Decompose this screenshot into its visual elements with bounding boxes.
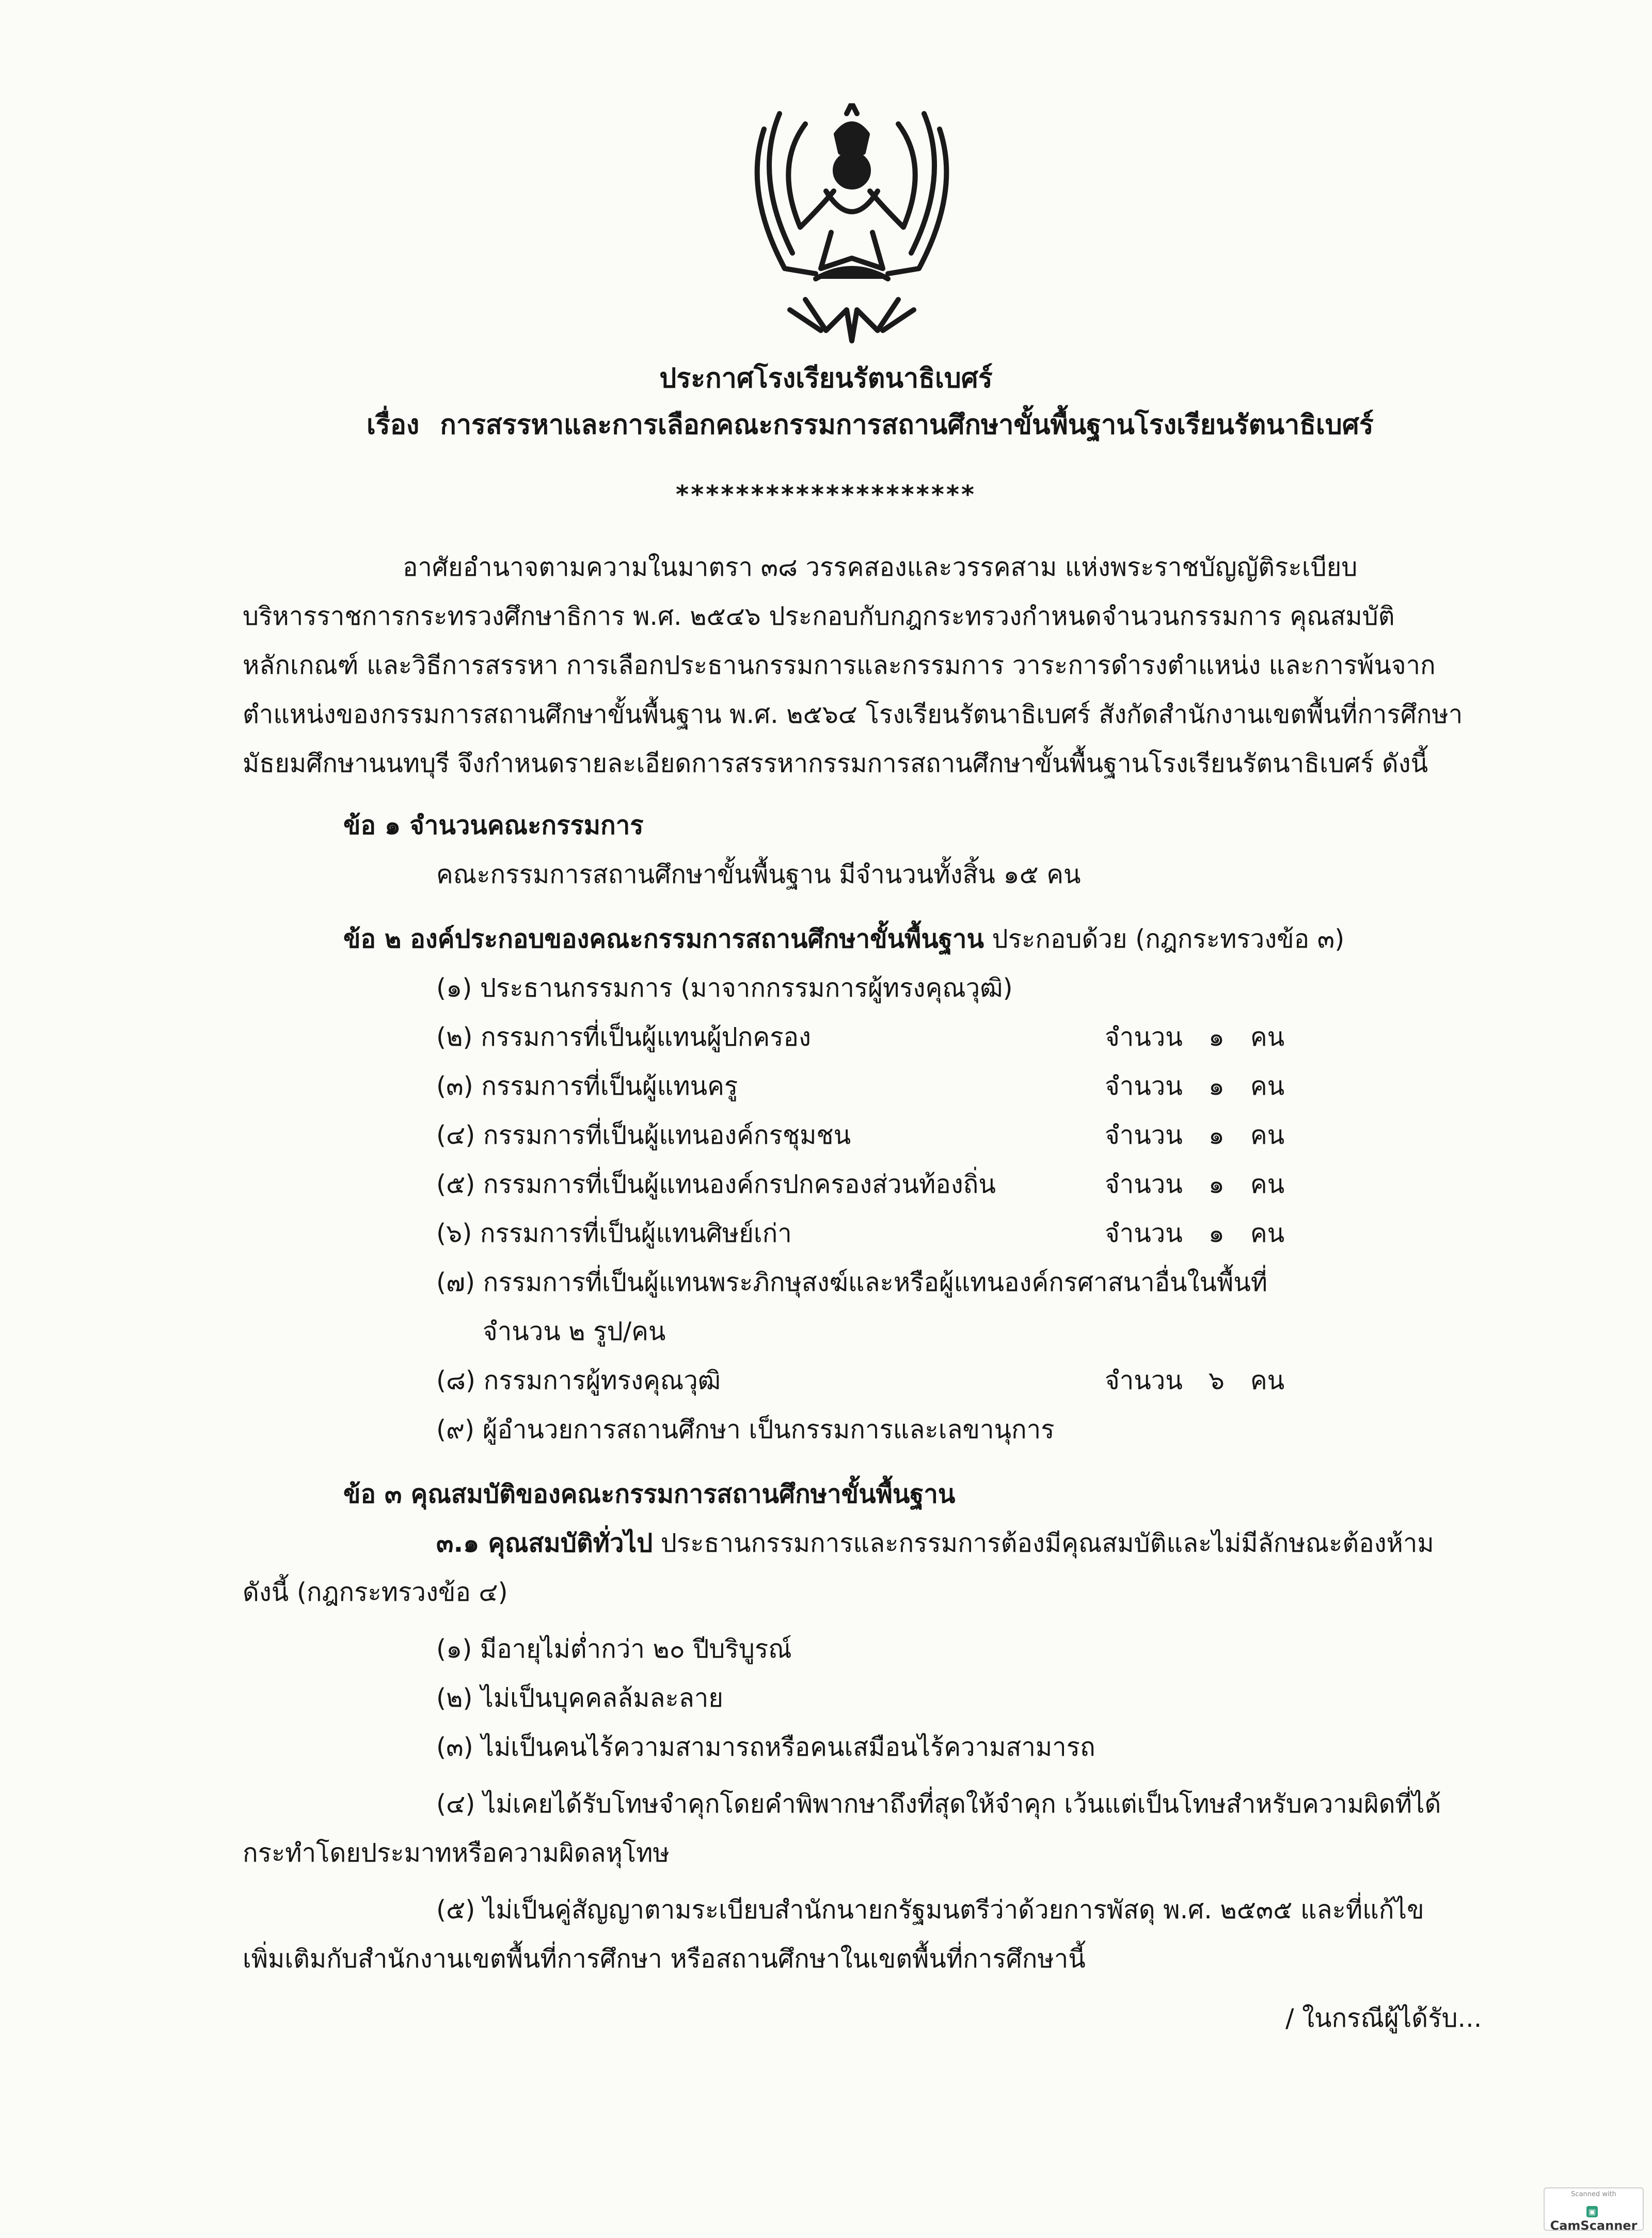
amount-unit: คน xyxy=(1250,1219,1285,1248)
amount-label: จำนวน xyxy=(1105,1071,1183,1101)
amount-number: ๑ xyxy=(1208,1121,1225,1150)
composition-item: (๔) กรรมการที่เป็นผู้แทนองค์กรชุมชน xyxy=(436,1121,851,1150)
amount-unit: คน xyxy=(1250,1366,1285,1395)
amount-number: ๑ xyxy=(1208,1170,1225,1199)
watermark-brand: CamScanner xyxy=(1550,2218,1638,2233)
composition-amount xyxy=(1105,1022,1284,1053)
intro-line: อาศัยอำนาจตามความในมาตรา ๓๘ วรรคสองและวรรคสาม แห่งพระราชบัญญัติระเบียบ xyxy=(403,553,1358,582)
announcement-subject xyxy=(367,403,1374,446)
composition-amount xyxy=(1105,1071,1284,1102)
amount-unit: คน xyxy=(1250,1121,1285,1150)
qualification-item: (๒) ไม่เป็นบุคคลล้มละลาย xyxy=(436,1683,724,1713)
clause-2-suffix: ประกอบด้วย (กฎกระทรวงข้อ ๓) xyxy=(992,924,1345,954)
qualification-item-cont: เพิ่มเติมกับสำนักงานเขตพื้นที่การศึกษา หรือสถานศึกษาในเขตพื้นที่การศึกษานี้ xyxy=(243,1944,1086,1974)
amount-label: จำนวน xyxy=(1105,1121,1183,1150)
amount-unit: คน xyxy=(1250,1022,1285,1052)
qualification-item: (๑) มีอายุไม่ต่ำกว่า ๒๐ ปีบริบูรณ์ xyxy=(436,1634,792,1664)
clause-2-title: ข้อ ๒ องค์ประกอบของคณะกรรมการสถานศึกษาขั้นพื้นฐาน xyxy=(343,924,984,954)
clause-1-heading: ข้อ ๑ จำนวนคณะกรรมการ xyxy=(343,811,644,840)
composition-amount xyxy=(1105,1366,1284,1396)
composition-item: (๖) กรรมการที่เป็นผู้แทนศิษย์เก่า xyxy=(436,1219,792,1248)
clause-1-text: คณะกรรมการสถานศึกษาขั้นพื้นฐาน มีจำนวนทั้งสิ้น ๑๕ คน xyxy=(436,860,1081,889)
intro-line: มัธยมศึกษานนทบุรี จึงกำหนดรายละเอียดการสรรหากรรมการสถานศึกษาขั้นพื้นฐานโรงเรียนรัตนาธิเบศร์ ดังนี้ xyxy=(243,749,1428,778)
amount-number: ๑ xyxy=(1208,1071,1225,1101)
qualification-item: (๓) ไม่เป็นคนไร้ความสามารถหรือคนเสมือนไร้ความสามารถ xyxy=(436,1732,1095,1762)
amount-unit: คน xyxy=(1250,1071,1285,1101)
composition-item: (๕) กรรมการที่เป็นผู้แทนองค์กรปกครองส่วนท้องถิ่น xyxy=(436,1170,996,1199)
qualification-item: (๕) ไม่เป็นคู่สัญญาตามระเบียบสำนักนายกรัฐมนตรีว่าด้วยการพัสดุ พ.ศ. ๒๕๓๕ และที่แก้ไข xyxy=(436,1895,1424,1925)
separator: ******************** xyxy=(675,480,977,509)
composition-item: (๙) ผู้อำนวยการสถานศึกษา เป็นกรรมการและเลขานุการ xyxy=(436,1415,1055,1444)
intro-line: หลักเกณฑ์ และวิธีการสรรหา การเลือกประธานกรรมการและกรรมการ วาระการดำรงตำแหน่ง และการพ้นจาก xyxy=(243,651,1436,680)
amount-label: จำนวน xyxy=(1105,1366,1183,1395)
composition-item-cont: จำนวน ๒ รูป/คน xyxy=(483,1317,666,1346)
announcement-title: ประกาศโรงเรียนรัตนาธิเบศร์ xyxy=(659,363,993,394)
composition-amount xyxy=(1105,1170,1284,1200)
clause-3-1-cont: ดังนี้ (กฎกระทรวงข้อ ๔) xyxy=(243,1578,508,1607)
composition-item: (๒) กรรมการที่เป็นผู้แทนผู้ปกครอง xyxy=(436,1022,811,1052)
amount-number: ๖ xyxy=(1208,1366,1225,1395)
clause-3-1-text: ประธานกรรมการและกรรมการต้องมีคุณสมบัติและไม่มีลักษณะต้องห้าม xyxy=(660,1528,1434,1558)
qualification-item: (๔) ไม่เคยได้รับโทษจำคุกโดยคำพิพากษาถึงที่สุดให้จำคุก เว้นแต่เป็นโทษสำหรับความผิดที่ได้ xyxy=(436,1789,1441,1819)
composition-item: (๓) กรรมการที่เป็นผู้แทนครู xyxy=(436,1071,738,1101)
composition-amount xyxy=(1105,1219,1284,1249)
composition-amount xyxy=(1105,1121,1284,1151)
composition-item: (๑) ประธานกรรมการ (มาจากกรรมการผู้ทรงคุณวุฒิ) xyxy=(436,973,1013,1003)
composition-item: (๘) กรรมการผู้ทรงคุณวุฒิ xyxy=(436,1366,721,1395)
composition-item: (๗) กรรมการที่เป็นผู้แทนพระภิกษุสงฆ์และหรือผู้แทนองค์กรศาสนาอื่นในพื้นที่ xyxy=(436,1268,1268,1297)
amount-label: จำนวน xyxy=(1105,1170,1183,1199)
clause-3-1 xyxy=(436,1528,1434,1559)
amount-number: ๑ xyxy=(1208,1022,1225,1052)
clause-3-1-heading: ๓.๑ คุณสมบัติทั่วไป xyxy=(436,1528,653,1558)
garuda-emblem-icon xyxy=(743,103,960,346)
amount-number: ๑ xyxy=(1208,1219,1225,1248)
watermark-line2 xyxy=(1545,2204,1643,2233)
continuation-text: / ในกรณีผู้ได้รับ... xyxy=(1285,2004,1482,2033)
qualification-item-cont: กระทำโดยประมาทหรือความผิดลหุโทษ xyxy=(243,1838,670,1868)
subject-text: การสรรหาและการเลือกคณะกรรมการสถานศึกษาขั้นพื้นฐานโรงเรียนรัตนาธิเบศร์ xyxy=(440,409,1374,440)
subject-label: เรื่อง xyxy=(367,409,420,440)
camscanner-watermark xyxy=(1544,2187,1644,2231)
amount-label: จำนวน xyxy=(1105,1219,1183,1248)
watermark-line1: Scanned with xyxy=(1571,2190,1616,2198)
camscanner-logo-icon: ▣ xyxy=(1586,2206,1598,2217)
amount-unit: คน xyxy=(1250,1170,1285,1199)
clause-2-heading xyxy=(343,924,1344,955)
amount-label: จำนวน xyxy=(1105,1022,1183,1052)
intro-line: ตำแหน่งของกรรมการสถานศึกษาขั้นพื้นฐาน พ.ศ. ๒๕๖๔ โรงเรียนรัตนาธิเบศร์ สังกัดสำนักงานเขตพื้นที่การศึกษา xyxy=(243,700,1463,729)
intro-line: บริหารราชการกระทรวงศึกษาธิการ พ.ศ. ๒๕๔๖ ประกอบกับกฎกระทรวงกำหนดจำนวนกรรมการ คุณสมบัติ xyxy=(243,602,1395,631)
clause-3-heading: ข้อ ๓ คุณสมบัติของคณะกรรมการสถานศึกษาขั้นพื้นฐาน xyxy=(343,1479,956,1509)
